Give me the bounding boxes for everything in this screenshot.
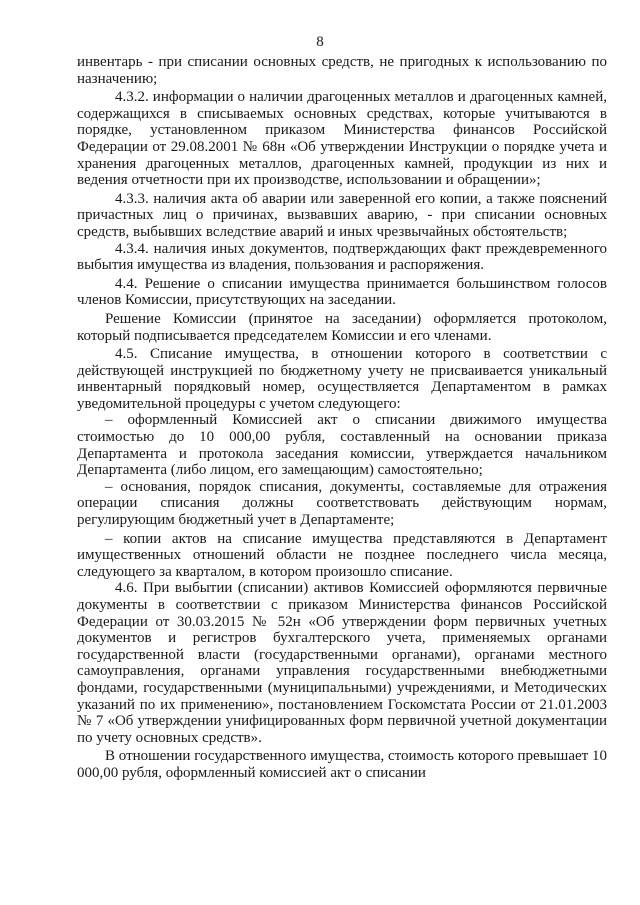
paragraph-4-4: 4.4. Решение о списании имущества принимается большинством голосов членов Комиссии, присутствующих на заседании. xyxy=(77,275,607,309)
paragraph-4-6: 4.6. При выбытии (списании) активов Комиссией оформляются первичные документы в соответствии с приказом Министерства финансов Российской Федерации от 30.03.2015 № 52н «Об утверждении форм первичных учетных документов и регистров бухгалтерского учета, применяемых органами государственной власти (государственными органами), органами местного самоуправления, органами управления государственными внебюджетными фондами, государственными (муниципальными) учреждениями, и Методических указаний по их применению», постановлением Госкомстата России от 21.01.2003 № 7 «Об утверждении унифицированных форм первичной учетной документации по учету основных средств». xyxy=(77,580,607,746)
paragraph-4-3-4: 4.3.4. наличия иных документов, подтверждающих факт преждевременного выбытия имущества из владения, пользования и распоряжения. xyxy=(77,240,607,274)
paragraph-4-5-item-grounds: – основания, порядок списания, документы, составляемые для отражения операции списания должны соответствовать действующим нормам, регулирующим бюджетный учет в Департаменте; xyxy=(77,478,607,529)
paragraph-4-5-item-copies: – копии актов на списание имущества представляются в Департамент имущественных отношений области не позднее последнего числа месяца, следующего за кварталом, в котором произошло списание. xyxy=(77,530,607,580)
paragraph-commission-decision: Решение Комиссии (принятое на заседании) оформляется протоколом, который подписывается председателем Комиссии и его членами. xyxy=(77,310,607,344)
paragraph-state-property: В отношении государственного имущества, стоимость которого превышает 10 000,00 рубля, оформленный комиссией акт о списании xyxy=(77,748,607,781)
paragraph-4-3-3: 4.3.3. наличия акта об аварии или заверенной его копии, а также пояснений причастных лиц о причинах, вызвавших аварию, - при списании основных средств, выбывших вследствие аварий и иных чрезвычайных обстоятельств; xyxy=(77,190,607,240)
paragraph-4-5-item-act: – оформленный Комиссией акт о списании движимого имущества стоимостью до 10 000,00 рубля, составленный на основании приказа Департамента и протокола заседания комиссии, утверждается начальником Департамента (либо лицом, его замещающим) самостоятельно; xyxy=(77,412,607,479)
document-body xyxy=(77,54,607,782)
page-number: 8 xyxy=(316,34,324,50)
paragraph-inventory-unusable: инвентарь - при списании основных средств, не пригодных к использованию по назначению; xyxy=(77,54,607,87)
paragraph-4-5: 4.5. Списание имущества, в отношении которого в соответствии с действующей инструкцией по бюджетному учету не присваивается уникальный инвентарный порядковый номер, осуществляется Департаментом в рамках уведомительной процедуры с учетом следующего: xyxy=(77,346,607,412)
paragraph-4-3-2: 4.3.2. информации о наличии драгоценных металлов и драгоценных камней, содержащихся в списываемых основных средствах, которые учитываются в порядке, установленном приказом Министерства финансов Российской Федерации от 29.08.2001 № 68н «Об утверждении Инструкции о порядке учета и хранения драгоценных металлов, драгоценных камней, продукции из них и ведения отчетности при их производстве, использовании и обращении»; xyxy=(77,89,607,189)
